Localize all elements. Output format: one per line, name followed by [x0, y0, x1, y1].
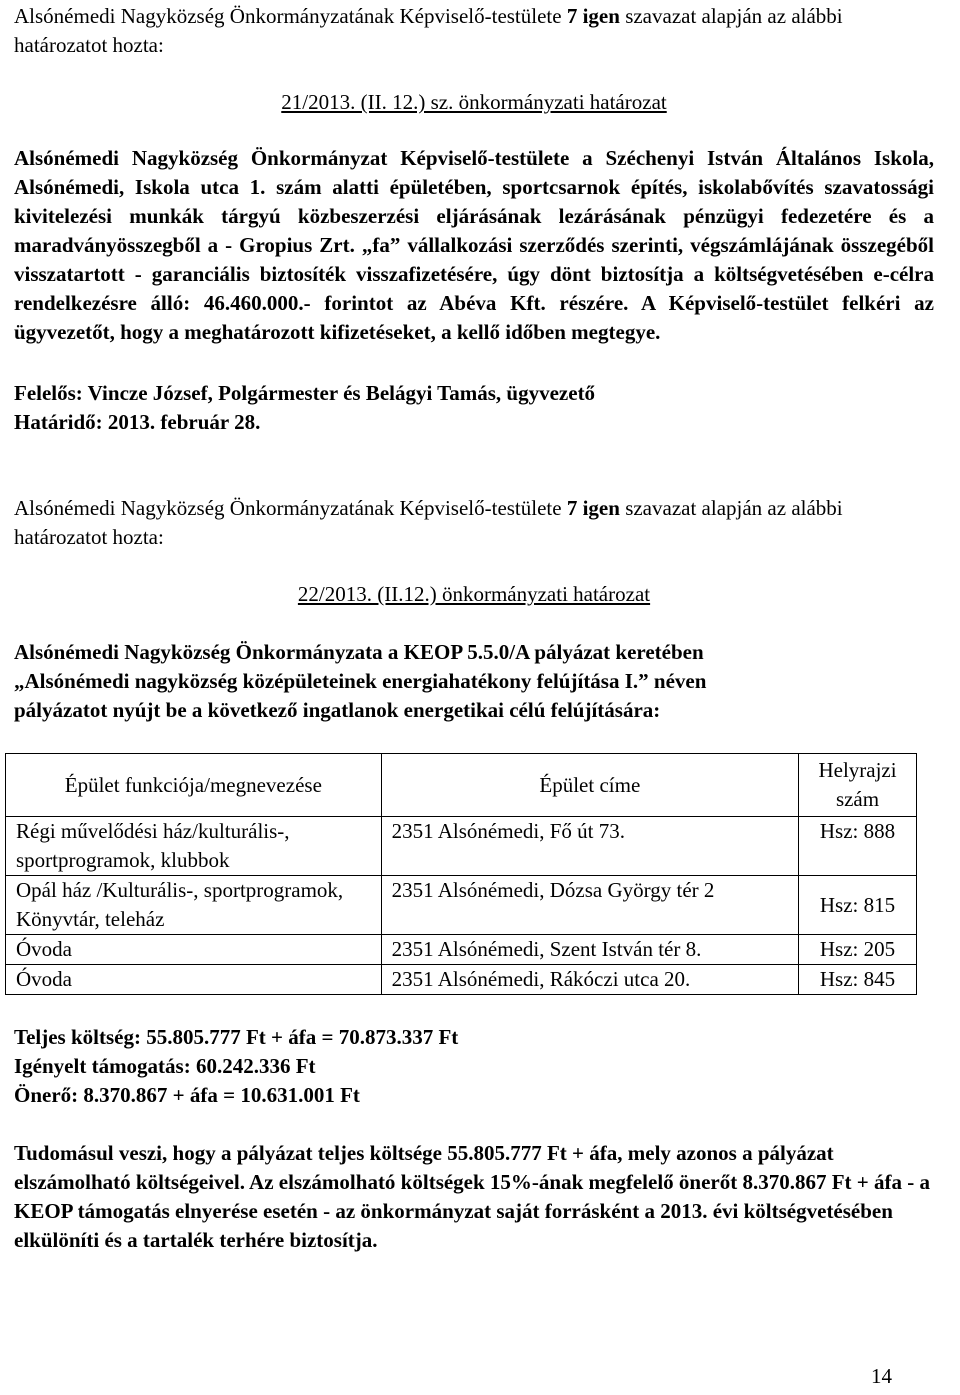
column-header-address: Épület címe — [381, 754, 798, 817]
cell-function: Óvoda — [6, 965, 382, 995]
vote-text: Alsónémedi Nagyközség Önkormányzatának Képviselő-testülete — [14, 4, 567, 28]
buildings-table — [5, 753, 917, 995]
deadline-line: Határidő: 2013. február 28. — [14, 410, 261, 434]
total-cost-line: Teljes költség: 55.805.777 Ft + áfa = 70.873.337 Ft — [14, 1025, 459, 1049]
table-row — [6, 817, 917, 876]
resolution-2-title: 22/2013. (II.12.) önkormányzati határozat — [297, 582, 651, 606]
table-row — [6, 876, 917, 935]
requested-support-line: Igényelt támogatás: 60.242.336 Ft — [14, 1054, 316, 1078]
responsible-line: Felelős: Vincze József, Polgármester és Belágyi Tamás, ügyvezető — [14, 381, 596, 405]
cell-lot-number: Hsz: 205 — [799, 935, 917, 965]
table-row — [6, 935, 917, 965]
vote-count: 7 igen — [566, 4, 620, 28]
vote-count: 7 igen — [566, 496, 620, 520]
cell-lot-number: Hsz: 845 — [799, 965, 917, 995]
page-number: 14 — [871, 1364, 892, 1388]
resolution-1-text-b: A Képviselő-testület felkéri az ügyvezetőt, hogy a meghatározott kifizetéseket, a kellő időben megtegye. — [14, 291, 934, 344]
own-contribution-line: Önerő: 8.370.867 + áfa = 10.631.001 Ft — [14, 1083, 360, 1107]
resolution-2-intro-1: Alsónémedi Nagyközség Önkormányzata a KEOP 5.5.0/A pályázat keretében — [14, 640, 704, 664]
closing-paragraph: Tudomásul veszi, hogy a pályázat teljes költsége 55.805.777 Ft + áfa, mely azonos a pályázat elszámolható költségeivel. Az elszámolható költségek 15%-ának megfelelő önerőt 8.370.867 Ft + áfa - a KEOP támogatás elnyerése esetén - az önkormányzat saját forrásként a 2013. évi költségvetésében elkülöníti és a tartalék terhére biztosítja. — [14, 1141, 930, 1252]
resolution-1-body — [14, 144, 934, 347]
cell-address: 2351 Alsónémedi, Szent István tér 8. — [381, 935, 798, 965]
resolution-1-title: 21/2013. (II. 12.) sz. önkormányzati határozat — [281, 90, 667, 114]
resolution-1-text-a: Alsónémedi Nagyközség Önkormányzat Képviselő-testülete a Széchenyi István Általános Iskola, Alsónémedi, Iskola utca 1. szám alatti épületében, sportcsarnok építés, iskolabővítés szavatossági kivitelezési munkák tárgyú közbeszerzési eljárásának lezárásának pénzügyi fedezetére és a maradványösszegből a - Gropius Zrt. „fa” vállalkozási szerződés szerinti, végszámlájának összegéből visszatartott - garanciális biztosíték visszafizetésére, úgy dönt biztosítja a költségvetésében e-célra rendelkezésre álló: 46.460.000.- forintot az Abéva Kft. részére. — [14, 146, 934, 315]
document-page — [14, 0, 934, 1255]
vote-statement-1 — [14, 2, 934, 60]
vote-text-end: szavazat alapján az alábbi határozatot hozta: — [14, 4, 843, 57]
table-row — [6, 965, 917, 995]
cell-lot-number: Hsz: 888 — [799, 817, 917, 876]
vote-statement-2 — [14, 494, 934, 552]
resolution-2-intro-2: „Alsónémedi nagyközség középületeinek energiahatékony felújítása I.” néven — [14, 669, 707, 693]
cell-address: 2351 Alsónémedi, Rákóczi utca 20. — [381, 965, 798, 995]
cell-address: 2351 Alsónémedi, Fő út 73. — [381, 817, 798, 876]
vote-text: Alsónémedi Nagyközség Önkormányzatának Képviselő-testülete — [14, 496, 567, 520]
resolution-2-intro-3: pályázatot nyújt be a következő ingatlanok energetikai célú felújítására: — [14, 698, 661, 722]
column-header-function: Épület funkciója/megnevezése — [6, 754, 382, 817]
vote-text-end: szavazat alapján az alábbi határozatot hozta: — [14, 496, 843, 549]
cell-address: 2351 Alsónémedi, Dózsa György tér 2 — [381, 876, 798, 935]
column-header-lot-number: Helyrajzi szám — [799, 754, 917, 817]
cell-function: Régi művelődési ház/kulturális-, sportprogramok, klubbok — [6, 817, 382, 876]
cell-function: Opál ház /Kulturális-, sportprogramok, Könyvtár, teleház — [6, 876, 382, 935]
cell-function: Óvoda — [6, 935, 382, 965]
cell-lot-number: Hsz: 815 — [799, 876, 917, 935]
table-header-row — [6, 754, 917, 817]
